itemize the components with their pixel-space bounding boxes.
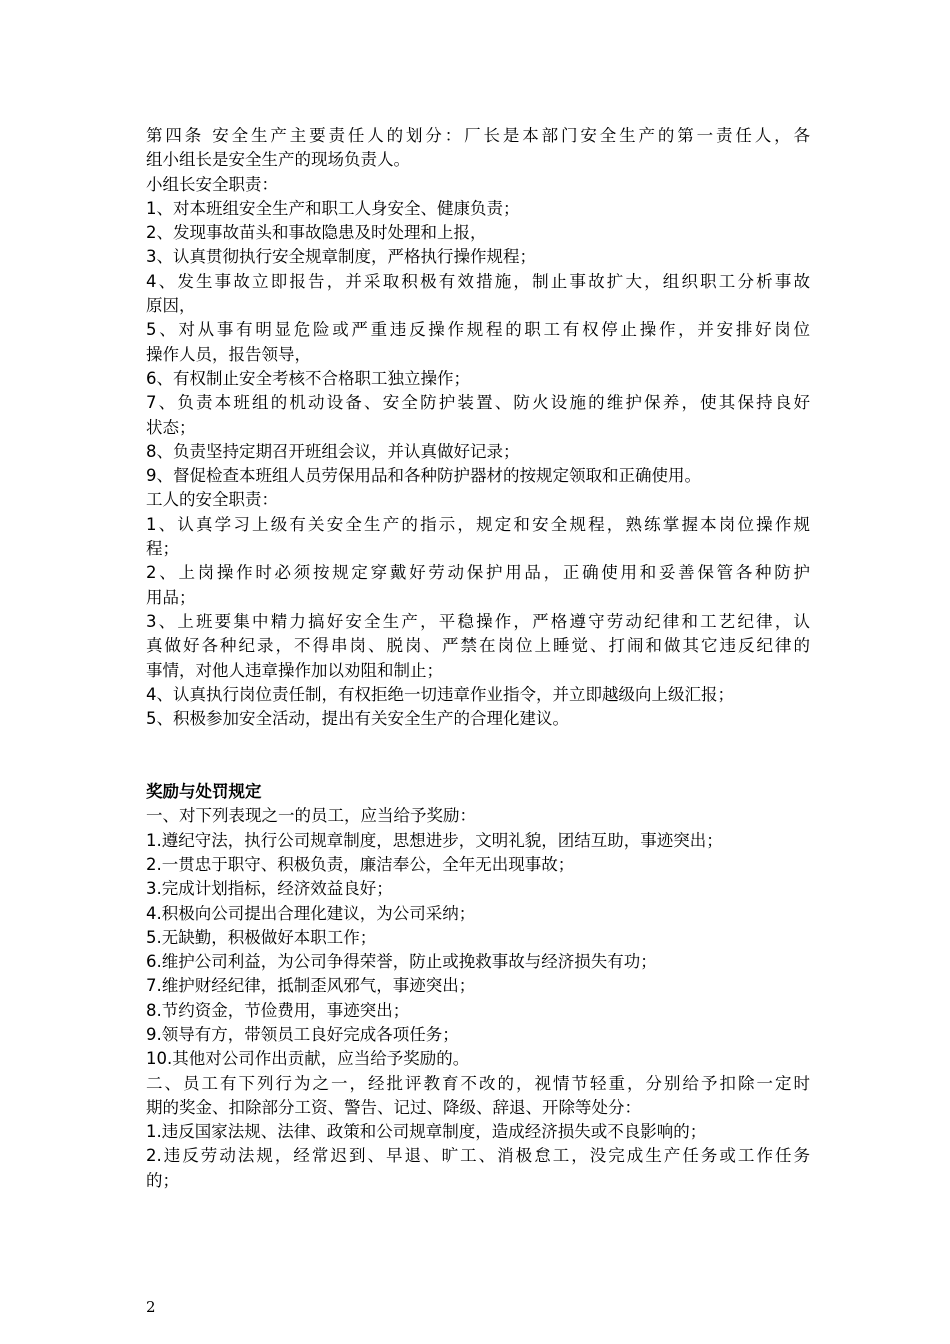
text-line: 期的奖金、扣除部分工资、警告、记过、降级、辞退、开除等处分： [146, 1097, 641, 1117]
text-line: 第四条 安全生产主要责任人的划分：厂长是本部门安全生产的第一责任人，各 [146, 126, 810, 145]
text-line: 5.无缺勤，积极做好本职工作； [146, 927, 377, 947]
text-line: 二、员工有下列行为之一，经批评教育不改的，视情节轻重，分别给予扣除一定时 [146, 1073, 810, 1093]
section-gap [146, 731, 810, 780]
text-line: 8.节约资金，节俭费用，事迹突出； [146, 1000, 410, 1020]
text-line: 4、发生事故立即报告，并采取积极有效措施，制止事故扩大，组织职工分析事故 [146, 271, 810, 291]
text-line: 1.违反国家法规、法律、政策和公司规章制度，造成经济损失或不良影响的； [146, 1122, 707, 1142]
text-line: 状态； [146, 417, 196, 437]
safety-responsibilities-section [146, 124, 810, 731]
text-line: 小组长安全职责： [146, 174, 278, 194]
text-line: 6、有权制止安全考核不合格职工独立操作； [146, 368, 470, 388]
text-line: 5、积极参加安全活动，提出有关安全生产的合理化建议。 [146, 709, 569, 729]
text-line: 用品； [146, 587, 196, 607]
text-line: 1、对本班组安全生产和职工人身安全、健康负责； [146, 198, 520, 218]
text-line: 3、上班要集中精力搞好安全生产，平稳操作，严格遵守劳动纪律和工艺纪律，认 [146, 611, 810, 631]
text-line: 组小组长是安全生产的现场负责人。 [146, 150, 410, 170]
text-line: 2.一贯忠于职守、积极负责，廉洁奉公，全年无出现事故； [146, 854, 575, 874]
text-line: 3.完成计划指标，经济效益良好； [146, 879, 393, 899]
text-line: 4.积极向公司提出合理化建议，为公司采纳； [146, 903, 476, 923]
reward-punishment-heading: 奖励与处罚规定 [146, 782, 262, 802]
text-line: 9.领导有方，带领员工良好完成各项任务； [146, 1024, 459, 1044]
page-number: 2 [146, 1298, 156, 1316]
text-line: 7.维护财经纪律，抵制歪风邪气，事迹突出； [146, 976, 476, 996]
text-line: 的； [146, 1170, 179, 1190]
document-page [146, 124, 810, 1193]
text-line: 1.遵纪守法，执行公司规章制度，思想进步，文明礼貌，团结互助，事迹突出； [146, 830, 723, 850]
text-line: 7、负责本班组的机动设备、安全防护装置、防火设施的维护保养，使其保持良好 [146, 393, 810, 413]
text-line: 6.维护公司利益，为公司争得荣誉，防止或挽救事故与经济损失有功； [146, 952, 657, 972]
text-line: 操作人员，报告领导， [146, 344, 311, 364]
text-line: 8、负责坚持定期召开班组会议，并认真做好记录； [146, 441, 520, 461]
reward-punishment-section [146, 804, 810, 1193]
text-line: 事情，对他人违章操作加以劝阻和制止； [146, 660, 443, 680]
text-line: 1、认真学习上级有关安全生产的指示，规定和安全规程，熟练掌握本岗位操作规 [146, 514, 810, 534]
text-line: 一、对下列表现之一的员工，应当给予奖励： [146, 806, 476, 826]
text-line: 真做好各种纪录，不得串岗、脱岗、严禁在岗位上睡觉、打闹和做其它违反纪律的 [146, 636, 810, 656]
text-line: 2、发现事故苗头和事故隐患及时处理和上报， [146, 223, 487, 243]
text-line: 原因， [146, 296, 196, 316]
text-line: 程； [146, 539, 179, 559]
text-line: 9、督促检查本班组人员劳保用品和各种防护器材的按规定领取和正确使用。 [146, 466, 701, 486]
text-line: 工人的安全职责： [146, 490, 278, 510]
text-line: 4、认真执行岗位责任制，有权拒绝一切违章作业指令，并立即越级向上级汇报； [146, 684, 734, 704]
text-line: 2.违反劳动法规，经常迟到、早退、旷工、消极怠工，没完成生产任务或工作任务 [146, 1146, 810, 1166]
text-line: 5、对从事有明显危险或严重违反操作规程的职工有权停止操作，并安排好岗位 [146, 320, 810, 340]
text-line: 10.其他对公司作出贡献，应当给予奖励的。 [146, 1049, 470, 1069]
text-line: 2、上岗操作时必须按规定穿戴好劳动保护用品，正确使用和妥善保管各种防护 [146, 563, 810, 583]
text-line: 3、认真贯彻执行安全规章制度，严格执行操作规程； [146, 247, 536, 267]
